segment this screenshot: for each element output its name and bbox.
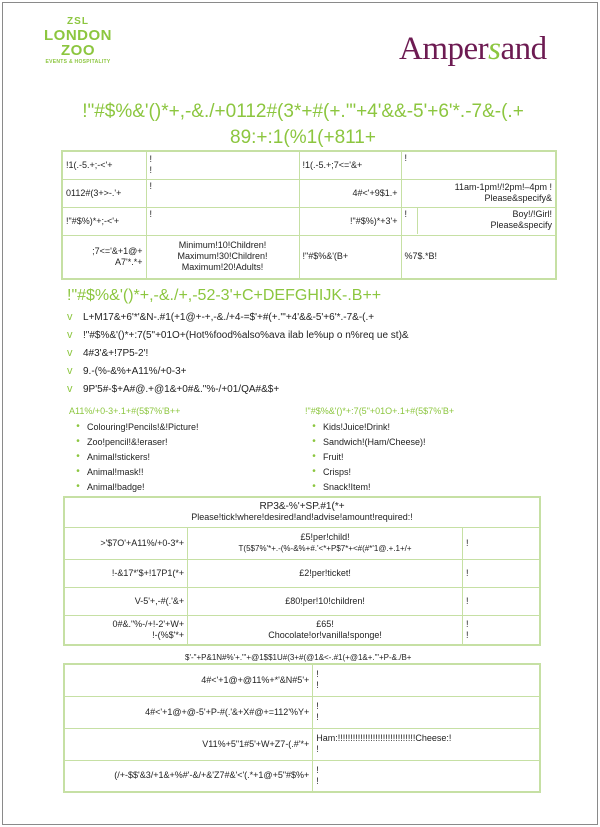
option-price-note: T(5$7%'*+.-(%-&%+#.'<*+P$7*+<#(#*'1@.+.1+/+ — [238, 544, 412, 553]
details-label: 4#<'+1@+@11%+*'&N#5'+ — [64, 664, 313, 696]
list-item-text: 9.-(%-&%+A11%/+0-3+ — [83, 365, 187, 377]
option-label-text: !-(%$'*+ — [152, 629, 185, 640]
bullet-icon: • — [76, 451, 80, 462]
option-tick-box[interactable] — [462, 615, 540, 645]
list-item — [67, 380, 547, 398]
details-input-text: ! — [316, 764, 319, 775]
details-input-text: ! — [316, 775, 319, 786]
info-value-text: ! — [149, 154, 153, 165]
options-table — [63, 496, 541, 646]
bullet-icon: • — [312, 421, 316, 432]
list-item-text: Crisps! — [323, 466, 352, 477]
capacity-text: Maximum!30!Children! — [177, 251, 268, 262]
list-item — [67, 308, 547, 326]
options-header-title: RP3&-%'+SP.#1(*+ — [259, 501, 345, 513]
list-item-text: 9P'5#-$+A#@.+@1&+0#&."%-/+01/QA#&$+ — [83, 383, 280, 395]
session-time-text: 11am-1pm!/!2pm!–4pm ! — [454, 182, 552, 192]
bullet-icon: • — [312, 436, 316, 447]
list-item — [305, 449, 535, 464]
list-item-text: Colouring!Pencils!&!Picture! — [87, 421, 199, 432]
bullet-icon: • — [76, 481, 80, 492]
gender-options[interactable] — [401, 207, 556, 235]
list-item — [69, 449, 279, 464]
details-input-text: ! — [316, 669, 319, 680]
option-tick-box[interactable]: ! — [462, 587, 540, 615]
option-label-text: 0#&."%-/+!-2'+W+ — [112, 618, 185, 629]
option-price-text: £5!per!child! — [300, 532, 350, 542]
list-item — [305, 479, 535, 494]
details-label: 4#<'+1@+@-5'+P-#(.'&+X#@+=112'%Y+ — [64, 696, 313, 728]
option-label — [64, 615, 188, 645]
gender-choice-hint: Please&specify — [490, 220, 552, 230]
details-input-text: ! — [316, 744, 319, 754]
list-item — [69, 479, 279, 494]
options-header-instruction: Please!tick!where!desired!and!advise!amount!required:! — [191, 512, 413, 523]
details-input[interactable] — [313, 760, 540, 792]
bullet-icon: • — [76, 466, 80, 477]
details-input[interactable] — [313, 696, 540, 728]
page-title-line: 89:+:1(%1(+811+ — [230, 127, 376, 148]
gender-tick: ! — [402, 208, 418, 234]
document-page — [2, 2, 598, 825]
list-item-text: Kids!Juice!Drink! — [323, 421, 391, 432]
list-item-text: Snack!Item! — [323, 481, 371, 492]
ampersand-logo-text: Amper — [399, 31, 489, 67]
zsl-logo-text: ZSL — [67, 16, 89, 27]
gender-choice-text: Boy!/!Girl! — [512, 209, 552, 219]
info-label-text: A7'*.*+ — [115, 256, 143, 267]
ampersand-logo — [399, 31, 547, 68]
list-item-text: Animal!mask!! — [87, 466, 144, 477]
goody-bag-column — [69, 406, 279, 494]
bullet-icon: • — [312, 481, 316, 492]
details-table — [63, 663, 541, 793]
info-label: 0112#(3+>-.'+ — [62, 179, 146, 207]
details-label: (/+-$$'&3/+1&+%#'-&/+&'Z7#&'<'(.*+1@+5"#$%+ — [64, 760, 313, 792]
list-item — [69, 419, 279, 434]
option-price: £80!per!10!children! — [188, 587, 463, 615]
session-time-options[interactable] — [401, 179, 556, 207]
details-input-text: ! — [316, 680, 319, 691]
list-item — [305, 464, 535, 479]
check-icon: v — [67, 329, 73, 341]
info-table — [61, 150, 557, 280]
info-label: !1(.-5.+;7<='&+ — [299, 151, 401, 179]
list-item-text: L+M17&+6'*'&N-.#1(+1@+-+,-&./+4-=$'+#(+.'"+4'&&-5'+6'*.-7&-(.+ — [83, 311, 375, 323]
check-icon: v — [67, 311, 73, 323]
list-item — [69, 464, 279, 479]
lunch-box-column — [305, 406, 535, 494]
bullet-icon: • — [76, 421, 80, 432]
list-item-text: Animal!badge! — [87, 481, 145, 492]
option-price — [188, 615, 463, 645]
option-tick-box[interactable]: ! — [462, 559, 540, 587]
list-item-text: 4#3'&+!7P5-2'! — [83, 347, 149, 359]
option-label: >'$7O'+A11%/+0-3*+ — [64, 527, 188, 559]
check-icon: v — [67, 347, 73, 359]
option-price: £2!per!ticket! — [188, 559, 463, 587]
capacity-info — [146, 235, 299, 279]
gender-choice — [418, 208, 556, 234]
list-item-text: Zoo!pencil!&!eraser! — [87, 436, 168, 447]
instruction-note: $'-"+P&1N#%'+."'+@1$$1U#(3+#(@1&<-.#1(+@1&+.'"+P-&./B+ — [185, 653, 412, 662]
column-header: !"#$%&'()*+:7(5"+01O+.1+#(5$7%'B+ — [305, 406, 455, 416]
info-value-text: ! — [149, 165, 153, 176]
details-input[interactable] — [313, 664, 540, 696]
zsl-logo — [33, 17, 123, 65]
option-price — [188, 527, 463, 559]
option-price-text: £65! — [316, 618, 334, 629]
info-label: 4#<'+9$1.+ — [299, 179, 401, 207]
list-item — [305, 419, 535, 434]
option-label: V-5'+,-#(.'&+ — [64, 587, 188, 615]
package-list — [67, 308, 547, 398]
tick-text: ! — [465, 618, 469, 629]
list-item — [67, 362, 547, 380]
page-title-line: !"#$%&'()*+,-&./+0112#(3*+#(+.'"+4'&&-5'+6'*.-7&-(.+ — [82, 101, 524, 122]
info-label: !1(.-5.+;-<'+ — [62, 151, 146, 179]
column-header: A11%/+0-3+.1+#(5$7%'B++ — [69, 406, 181, 416]
info-value[interactable]: %7$.*B! — [401, 235, 556, 279]
info-label: !"#$%)*+3'+ — [299, 207, 401, 235]
check-icon: v — [67, 365, 73, 377]
section-heading: !"#$%&'()*+,-&./+,-52-3'+C+DEFGHIJK-.B++ — [67, 287, 382, 304]
details-input-text: Ham:!!!!!!!!!!!!!!!!!!!!!!!!!!!!!!!Cheese:! — [316, 733, 452, 743]
details-label: V11%+5"1#5'+W+Z7-(.#'*+ — [64, 728, 313, 760]
info-label: !"#$%)*+;-<'+ — [62, 207, 146, 235]
info-label: !"#$%&'(B+ — [299, 235, 401, 279]
check-icon: v — [67, 383, 73, 395]
details-input[interactable] — [313, 728, 540, 760]
tick-text: ! — [465, 629, 469, 640]
option-tick-box[interactable]: ! — [462, 527, 540, 559]
info-label — [62, 235, 146, 279]
list-item-text: Sandwich!(Ham/Cheese)! — [323, 436, 426, 447]
options-header — [64, 497, 540, 527]
list-item — [69, 434, 279, 449]
session-time-hint: Please&specify& — [484, 193, 552, 203]
details-input-text: ! — [316, 712, 319, 722]
capacity-text: Maximum!20!Adults! — [181, 262, 264, 273]
info-value[interactable]: ! — [146, 179, 299, 207]
zsl-logo-tagline: EVENTS & HOSPITALITY — [45, 59, 111, 65]
info-value[interactable]: ! — [146, 207, 299, 235]
list-item-text: !"#$%&'()*+:7(5"+01O+(Hot%food%also%ava ilab le%up o n%req ue st)& — [83, 329, 409, 341]
list-item — [67, 326, 547, 344]
option-label: !-&17*'$+!17P1(*+ — [64, 559, 188, 587]
list-item — [305, 434, 535, 449]
ampersand-logo-glyph: s — [488, 31, 501, 67]
bullet-icon: • — [76, 436, 80, 447]
bullet-icon: • — [312, 451, 316, 462]
details-input-text: ! — [316, 701, 319, 711]
ampersand-logo-text: and — [500, 31, 547, 67]
list-item — [67, 344, 547, 362]
zsl-logo-text: LONDON — [44, 27, 112, 44]
list-item-text: Animal!stickers! — [87, 451, 151, 462]
info-value[interactable] — [146, 151, 299, 179]
capacity-text: Minimum!10!Children! — [178, 240, 267, 251]
page-title — [63, 99, 543, 151]
info-value[interactable]: ! — [401, 151, 556, 179]
list-item-text: Fruit! — [323, 451, 344, 462]
option-price-note: Chocolate!or!vanilla!sponge! — [268, 629, 382, 640]
zsl-logo-text: ZOO — [61, 42, 95, 59]
bullet-icon: • — [312, 466, 316, 477]
info-label-text: ;7<='&+1@+ — [92, 245, 143, 256]
